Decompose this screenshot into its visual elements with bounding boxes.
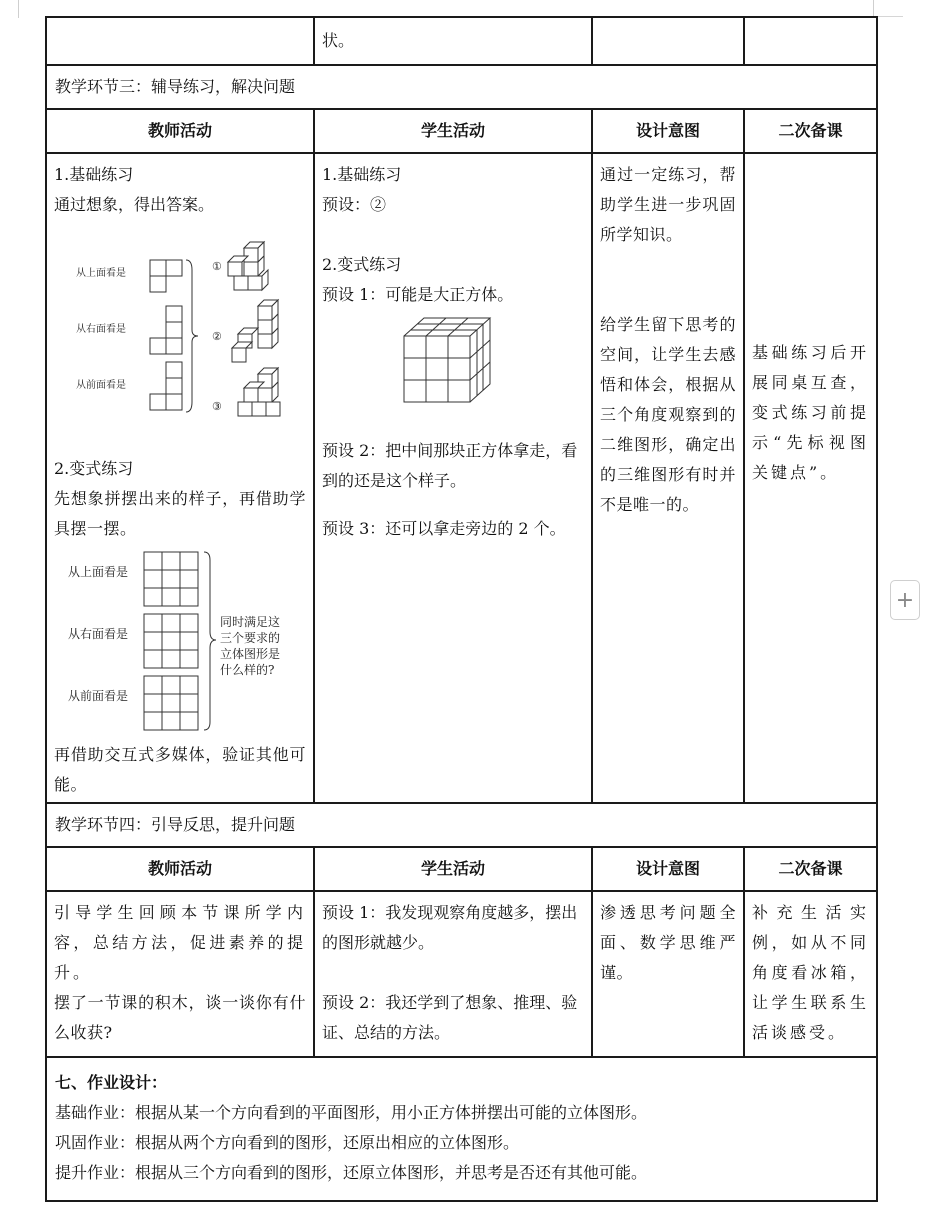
section4-teacher-text-2: 摆了一节课的积木，谈一谈你有什么收获?	[54, 993, 306, 1042]
section4-prep-text: 补充生活实例，如从不同角度看冰箱，让学生联系生活谈感受。	[752, 903, 869, 1042]
section3-header-row	[46, 109, 877, 153]
header-teacher-activity: 教师活动	[46, 109, 314, 153]
top-student-text: 状。	[322, 31, 355, 50]
option-2-label: ②	[212, 330, 222, 343]
fig1-label-front: 从前面看是	[76, 380, 126, 391]
intent-text-2: 给学生留下思考的空间，让学生去感悟和体会，根据从三个角度观察到的二维图形，确定出的三维图形有时并不是唯一的。	[600, 315, 736, 514]
option-1-label: ①	[212, 260, 222, 273]
section4-title: 教学环节四：引导反思，提升问题	[46, 803, 877, 847]
header-second-prep: 二次备课	[744, 109, 877, 153]
intent-text-1: 通过一定练习，帮助学生进一步巩固所学知识。	[600, 165, 736, 244]
section4-student-text-2: 预设 2：我还学到了想象、推理、验证、总结的方法。	[322, 993, 578, 1042]
section4-student-cell	[314, 891, 592, 1057]
header4-second-prep: 二次备课	[744, 847, 877, 891]
section4-teacher-cell	[46, 891, 314, 1057]
student-preset-2: 预设 2：把中间那块正方体拿走，看到的还是这个样子。	[322, 441, 578, 490]
page-edge-left	[18, 0, 19, 18]
three-view-figure-2	[60, 548, 300, 736]
fig2-label-top: 从上面看是	[68, 565, 129, 579]
section3-prep-cell	[744, 153, 877, 803]
section3-teacher-cell	[46, 153, 314, 803]
teacher-variant-title: 2.变式练习	[54, 459, 134, 478]
top-student-cell	[314, 17, 592, 65]
fig1-label-top: 从上面看是	[76, 268, 126, 279]
homework-item-advanced: 提升作业：根据从三个方向看到的图形，还原立体图形，并思考是否还有其他可能。	[55, 1163, 648, 1182]
student-basic-title: 1.基础练习	[322, 165, 402, 184]
top-teacher-cell	[46, 17, 314, 65]
prep-text-1: 基础练习后开展同桌互查，变式练习前提示“先标视图关键点”。	[752, 343, 869, 482]
teacher-verify-text: 再借助交互式多媒体，验证其他可能。	[54, 745, 306, 794]
big-cube-figure	[400, 314, 500, 406]
homework-item-consolidate: 巩固作业：根据从两个方向看到的图形，还原出相应的立体图形。	[55, 1133, 520, 1152]
top-partial-row	[46, 17, 877, 65]
student-preset-basic: 预设：②	[322, 195, 387, 214]
header4-teacher-activity: 教师活动	[46, 847, 314, 891]
homework-cell	[46, 1057, 877, 1201]
header4-student-activity: 学生活动	[314, 847, 592, 891]
header-design-intent: 设计意图	[592, 109, 744, 153]
lesson-plan-table	[45, 16, 878, 1202]
teacher-variant-text: 先想象拼摆出来的样子，再借助学具摆一摆。	[54, 489, 306, 538]
homework-item-basic: 基础作业：根据从某一个方向看到的平面图形，用小正方体拼摆出可能的立体图形。	[55, 1103, 648, 1122]
fig1-label-right: 从右面看是	[76, 324, 126, 335]
section4-teacher-text-1: 引导学生回顾本节课所学内容，总结方法，促进素养的提升。	[54, 903, 306, 982]
student-preset-3: 预设 3：还可以拿走旁边的 2 个。	[322, 519, 566, 538]
section4-prep-cell	[744, 891, 877, 1057]
section3-intent-cell	[592, 153, 744, 803]
student-preset-1: 预设 1：可能是大正方体。	[322, 285, 514, 304]
section4-intent-text: 渗透思考问题全面、数学思维严谨。	[600, 903, 736, 982]
teacher-basic-text: 通过想象，得出答案。	[54, 195, 215, 214]
header4-design-intent: 设计意图	[592, 847, 744, 891]
section3-title: 教学环节三：辅导练习，解决问题	[46, 65, 877, 109]
homework-title: 七、作业设计：	[55, 1073, 168, 1092]
three-view-figure-1	[68, 224, 298, 442]
add-button[interactable]: +	[890, 580, 920, 620]
fig2-label-right: 从右面看是	[68, 627, 129, 641]
section3-student-cell	[314, 153, 592, 803]
section4-header-row	[46, 847, 877, 891]
section4-student-text-1: 预设 1：我发现观察角度越多，摆出的图形就越少。	[322, 903, 578, 952]
fig2-note-line-4: 什么样的?	[220, 663, 275, 677]
student-variant-title: 2.变式练习	[322, 255, 402, 274]
header-student-activity: 学生活动	[314, 109, 592, 153]
top-prep-cell	[744, 17, 877, 65]
fig2-note-line-1: 同时满足这	[220, 615, 281, 629]
teacher-basic-title: 1.基础练习	[54, 165, 134, 184]
fig2-note-line-3: 立体图形是	[220, 647, 281, 661]
top-intent-cell	[592, 17, 744, 65]
option-3-label: ③	[212, 400, 222, 413]
fig2-label-front: 从前面看是	[68, 689, 129, 703]
fig2-note-line-2: 三个要求的	[220, 631, 281, 645]
section4-intent-cell	[592, 891, 744, 1057]
